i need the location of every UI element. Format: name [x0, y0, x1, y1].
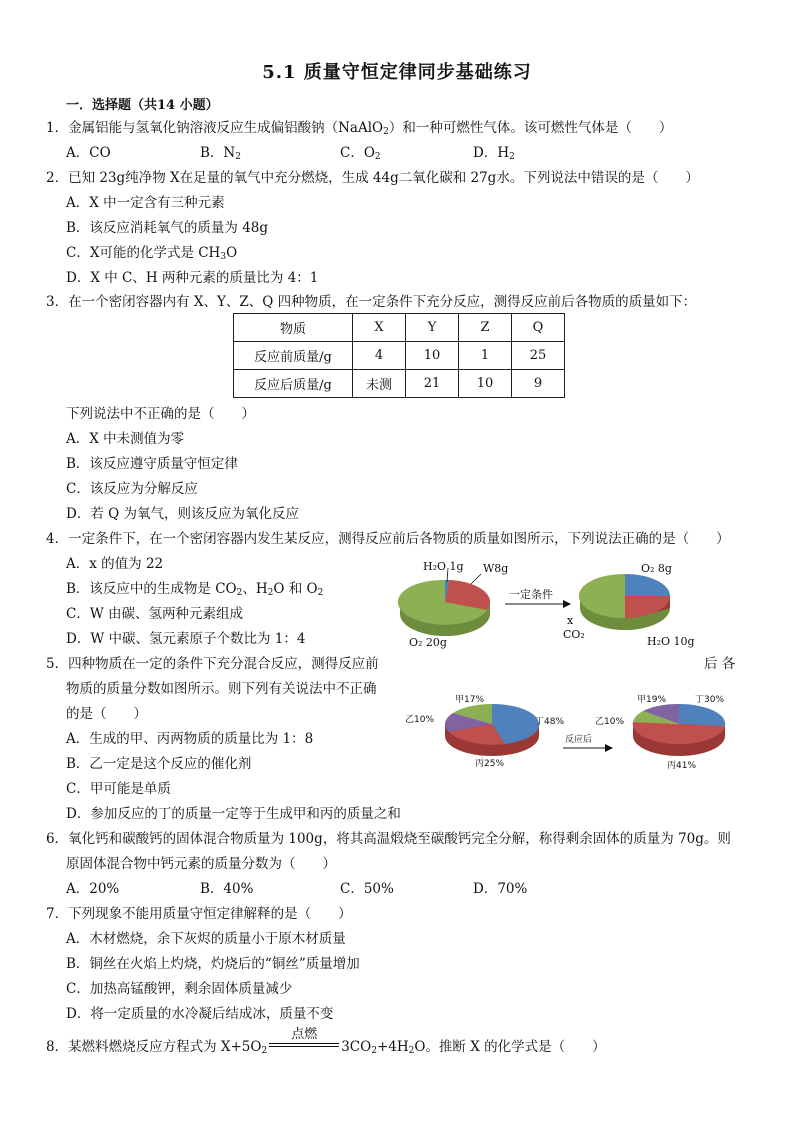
q5-option-c: C．甲可能是单质 — [66, 781, 171, 797]
q8-stem: 8．某燃料燃烧反应方程式为 $X+5O_2$ 点燃 $3CO_2+4H_2O$。推断 X 的化学式是（ ） — [46, 1027, 606, 1056]
label-yi: 乙10% — [595, 717, 625, 727]
q5-stem-line3: 的是（ ） — [66, 706, 147, 722]
q5-stem-line1: 5．四种物质在一定的条件下充分混合反应，测得反应前 — [46, 656, 379, 672]
q7-option-d: D．将一定质量的水冷凝后结成冰，质量不变 — [66, 1006, 334, 1022]
q4-option-a: A．x 的值为 22 — [66, 556, 164, 572]
arrow-head — [563, 600, 571, 608]
table-cell: 4 — [353, 342, 406, 370]
q7-option-b: B．铜丝在火焰上灼烧，灼烧后的“铜丝”质量增加 — [66, 956, 360, 972]
arrow-label: 反应后 — [565, 735, 593, 745]
table-cell: 1 — [459, 342, 512, 370]
table-cell: Z — [459, 314, 512, 342]
q2-option-c: C．X可能的化学式是 $CH_3O$ — [66, 245, 238, 262]
q7-option-c: C．加热高锰酸钾，剩余固体质量减少 — [66, 981, 293, 997]
q7-stem: 7．下列现象不能用质量守恒定律解释的是（ ） — [46, 906, 352, 922]
q6-option-c: C．50% — [340, 881, 394, 897]
reaction-arrow — [563, 733, 613, 752]
q5-stem-line1-tail: 后 各 — [704, 656, 736, 672]
label-o2: O₂ 20g — [409, 636, 447, 649]
q3-option-d: D．若 Q 为氧气，则该反应为氧化反应 — [66, 506, 299, 522]
table-row — [234, 342, 565, 370]
table-cell: Q — [512, 314, 565, 342]
q2-option-d: D．X 中 C、H 两种元素的质量比为 4：1 — [66, 270, 319, 286]
q4-right-pie — [563, 562, 695, 648]
reaction-arrow — [505, 587, 571, 608]
label-bing: 丙41% — [667, 761, 697, 771]
arrow-label: 一定条件 — [509, 588, 553, 601]
q5-pie-diagram — [405, 690, 750, 772]
label-yi: 乙10% — [405, 715, 435, 725]
q5-option-a: A．生成的甲、丙两物质的质量比为 1：8 — [66, 731, 314, 747]
q1-stem: 1．金属铝能与氢氧化钠溶液反应生成偏铝酸钠（NaAlO$_2$）和一种可燃性气体。该可燃性气体是（ ） — [46, 120, 673, 137]
q3-stem: 3．在一个密闭容器内有 X、Y、Z、Q 四种物质，在一定条件下充分反应，测得反应前后各物质的质量如下： — [46, 294, 697, 310]
arrow-head — [605, 744, 613, 752]
q2-stem: 2．已知 23g纯净物 X在足量的氧气中充分燃烧，生成 44g二氧化碳和 27g水。下列说法中错误的是（ ） — [46, 170, 699, 186]
pie-slice-ding — [679, 704, 725, 726]
q4-option-d: D．W 中碳、氢元素原子个数比为 1：4 — [66, 631, 306, 647]
q4-stem: 4．一定条件下，在一个密闭容器内发生某反应，测得反应前后各物质的质量如图所示，下列说法正确的是（ ） — [46, 531, 730, 547]
label-h2o-right: H₂O 10g — [647, 635, 695, 648]
q4-option-b: B．该反应中的生成物是 $CO_2$、$H_2O$ 和 $O_2$ — [66, 581, 324, 598]
q7-option-a: A．木材燃烧，余下灰烬的质量小于原木材质量 — [66, 931, 346, 947]
table-cell: 25 — [512, 342, 565, 370]
q1-option-b: B．$N_2$ — [200, 145, 241, 162]
table-cell: 21 — [406, 370, 459, 398]
label-ding: 丁48% — [535, 717, 565, 727]
q5-option-d: D．参加反应的丁的质量一定等于生成甲和丙的质量之和 — [66, 806, 401, 822]
q6-option-a: A．20% — [66, 881, 120, 897]
label-co2: CO₂ — [563, 628, 585, 641]
pie-slice-o2-right — [625, 574, 670, 596]
q3-mass-table — [233, 313, 565, 398]
q3-option-c: C．该反应为分解反应 — [66, 481, 198, 497]
condition-line-bottom — [269, 1046, 339, 1047]
page-title: 5.1 质量守恒定律同步基础练习 — [262, 62, 532, 83]
table-cell: Y — [406, 314, 459, 342]
label-jia: 甲17% — [455, 695, 485, 705]
table-cell: 反应前质量/g — [234, 342, 353, 370]
q6-option-d: D．70% — [473, 881, 528, 897]
label-w: W8g — [483, 562, 509, 575]
q5-option-b: B．乙一定是这个反应的催化剂 — [66, 756, 252, 772]
q2-option-b: B．该反应消耗氧气的质量为 48g — [66, 220, 269, 236]
q1-option-d: D．$H_2$ — [473, 145, 515, 162]
leader-line — [471, 574, 481, 584]
table-cell: 物质 — [234, 314, 353, 342]
q4-option-c: C．W 由碳、氢两种元素组成 — [66, 606, 243, 622]
label-bing: 丙25% — [475, 759, 505, 769]
condition-label: 点燃 — [291, 1027, 318, 1042]
section-heading: 一．选择题（共14 小题） — [66, 98, 219, 113]
label-x: x — [567, 614, 574, 627]
table-cell: 9 — [512, 370, 565, 398]
q5-right-pie — [595, 694, 725, 771]
q6-stem-line2: 原固体混合物中钙元素的质量分数为（ ） — [66, 856, 336, 872]
label-o2-right: O₂ 8g — [641, 562, 672, 575]
q3-prompt: 下列说法中不正确的是（ ） — [66, 406, 255, 422]
q4-left-pie — [398, 560, 509, 649]
reaction-condition-arrow — [267, 1027, 341, 1053]
label-ding: 丁30% — [695, 695, 725, 705]
label-jia: 甲19% — [637, 695, 667, 705]
label-h2o: H₂O 1g — [423, 560, 464, 573]
q1-option-a: A．CO — [66, 145, 111, 161]
q6-option-b: B．40% — [200, 881, 254, 897]
table-cell: X — [353, 314, 406, 342]
q3-option-b: B．该反应遵守质量守恒定律 — [66, 456, 238, 472]
q5-left-pie — [405, 694, 564, 769]
q6-stem-line1: 6．氧化钙和碳酸钙的固体混合物质量为 100g，将其高温煅烧至碳酸钙完全分解，称得剩余固体的质量为 70g。则 — [46, 831, 731, 847]
table-cell: 10 — [406, 342, 459, 370]
q3-option-a: A．X 中未测值为零 — [66, 431, 185, 447]
q4-pie-diagram — [395, 558, 735, 654]
table-cell: 未测 — [353, 370, 406, 398]
q2-option-a: A．X 中一定含有三种元素 — [66, 195, 225, 211]
table-row — [234, 370, 565, 398]
table-header-row — [234, 314, 565, 342]
q1-option-c: C．$O_2$ — [340, 145, 381, 162]
table-cell: 反应后质量/g — [234, 370, 353, 398]
condition-line-top — [269, 1043, 339, 1044]
q5-stem-line2: 物质的质量分数如图所示。则下列有关说法中不正确 — [66, 681, 377, 697]
table-cell: 10 — [459, 370, 512, 398]
